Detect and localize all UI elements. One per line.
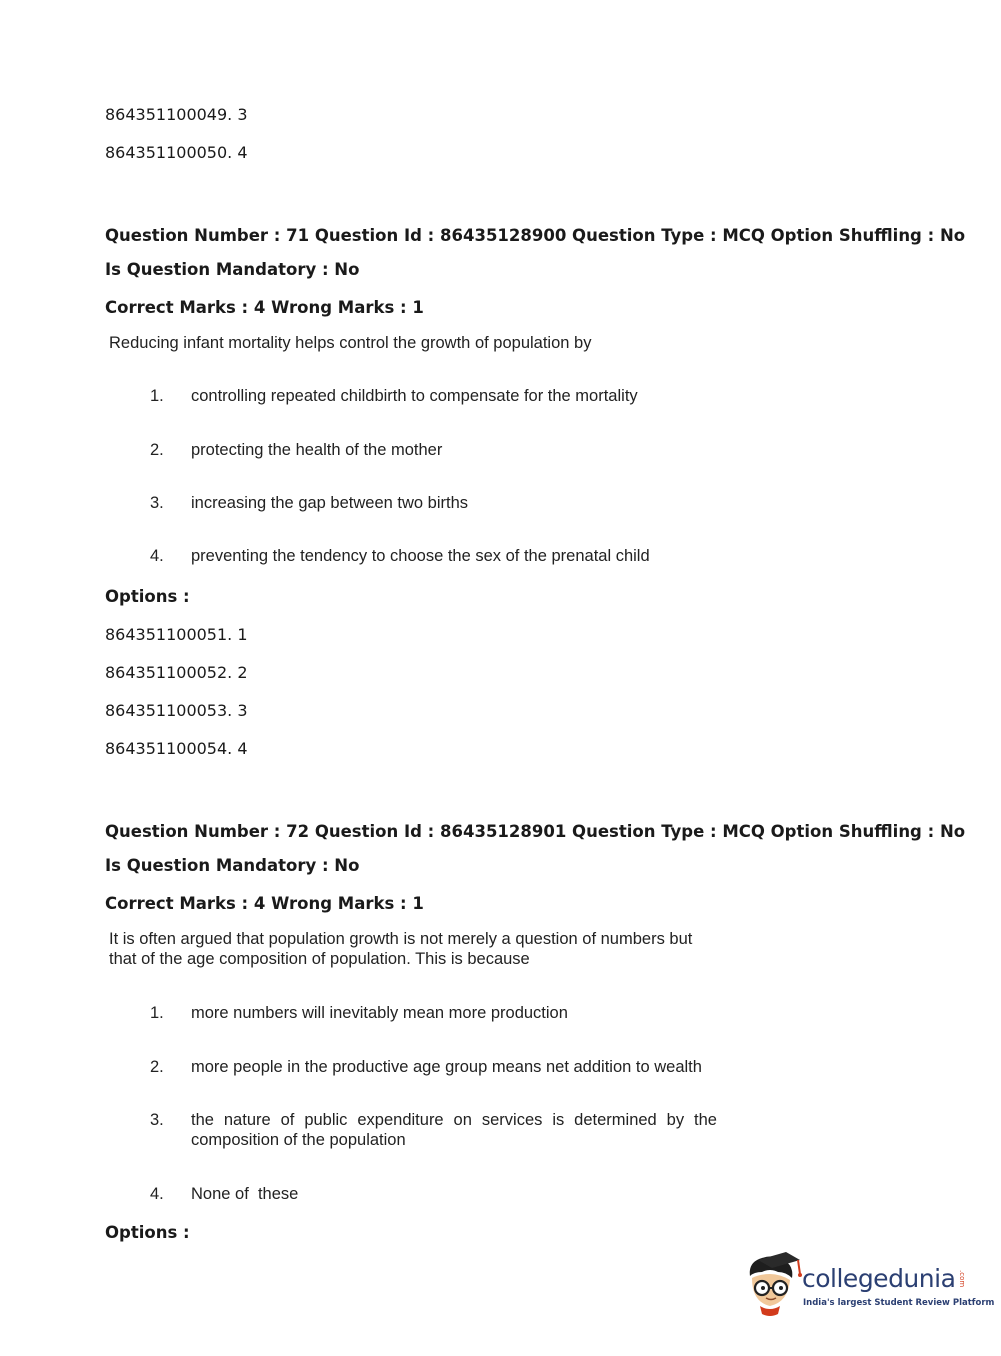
choice-number: 4. bbox=[150, 1185, 164, 1203]
question-71-choice-4 bbox=[150, 546, 650, 566]
choice-number: 1. bbox=[150, 1004, 164, 1022]
choice-text: increasing the gap between two births bbox=[191, 494, 469, 512]
question-72-choice-3 bbox=[150, 1110, 717, 1150]
question-72-text-line-1: It is often argued that population growth is not merely a question of numbers but bbox=[109, 930, 693, 948]
choice-number: 3. bbox=[150, 494, 164, 512]
question-71-options-label: Options : bbox=[105, 587, 190, 606]
logo-wordmark: collegedunia bbox=[802, 1264, 956, 1293]
logo-tagline: India's largest Student Review Platform bbox=[803, 1298, 995, 1308]
question-72-mandatory: Is Question Mandatory : No bbox=[105, 856, 360, 875]
option-id-line: 864351100052. 2 bbox=[105, 663, 248, 682]
choice-text: protecting the health of the mother bbox=[191, 441, 443, 459]
question-71-header: Question Number : 71 Question Id : 86435128900 Question Type : MCQ Option Shuffling : No bbox=[105, 226, 966, 245]
question-72-marks: Correct Marks : 4 Wrong Marks : 1 bbox=[105, 894, 424, 913]
choice-number: 3. bbox=[150, 1111, 164, 1129]
question-71-choice-1 bbox=[150, 386, 638, 406]
student-mascot-icon bbox=[740, 1250, 804, 1322]
question-71-choice-2 bbox=[150, 440, 442, 460]
collegedunia-logo bbox=[740, 1250, 995, 1322]
choice-number: 4. bbox=[150, 547, 164, 565]
logo-com-suffix: .com bbox=[958, 1270, 966, 1288]
question-72-choice-1 bbox=[150, 1003, 568, 1023]
choice-number: 1. bbox=[150, 387, 164, 405]
choice-text: preventing the tendency to choose the sex of the prenatal child bbox=[191, 547, 650, 565]
choice-text: more people in the productive age group means net addition to wealth bbox=[191, 1058, 702, 1076]
question-72-choice-4 bbox=[150, 1184, 298, 1204]
choice-text: controlling repeated childbirth to compensate for the mortality bbox=[191, 387, 638, 405]
choice-text: None of these bbox=[191, 1185, 299, 1203]
question-71-marks: Correct Marks : 4 Wrong Marks : 1 bbox=[105, 298, 424, 317]
option-id-line: 864351100050. 4 bbox=[105, 143, 248, 162]
option-id-line: 864351100053. 3 bbox=[105, 701, 248, 720]
choice-text: more numbers will inevitably mean more production bbox=[191, 1004, 568, 1022]
option-id-line: 864351100051. 1 bbox=[105, 625, 248, 644]
question-71-choice-3 bbox=[150, 493, 468, 513]
choice-number: 2. bbox=[150, 1058, 164, 1076]
choice-text: the nature of public expenditure on services is determined by the composition of the population bbox=[191, 1111, 717, 1149]
option-id-line: 864351100049. 3 bbox=[105, 105, 248, 124]
question-72-choice-2 bbox=[150, 1057, 702, 1077]
question-71-text: Reducing infant mortality helps control the growth of population by bbox=[109, 334, 592, 352]
question-71-mandatory: Is Question Mandatory : No bbox=[105, 260, 360, 279]
question-72-options-label: Options : bbox=[105, 1223, 190, 1242]
question-72-header: Question Number : 72 Question Id : 86435128901 Question Type : MCQ Option Shuffling : No bbox=[105, 822, 966, 841]
choice-number: 2. bbox=[150, 441, 164, 459]
option-id-line: 864351100054. 4 bbox=[105, 739, 248, 758]
question-72-text-line-2: that of the age composition of population. This is because bbox=[109, 950, 530, 968]
